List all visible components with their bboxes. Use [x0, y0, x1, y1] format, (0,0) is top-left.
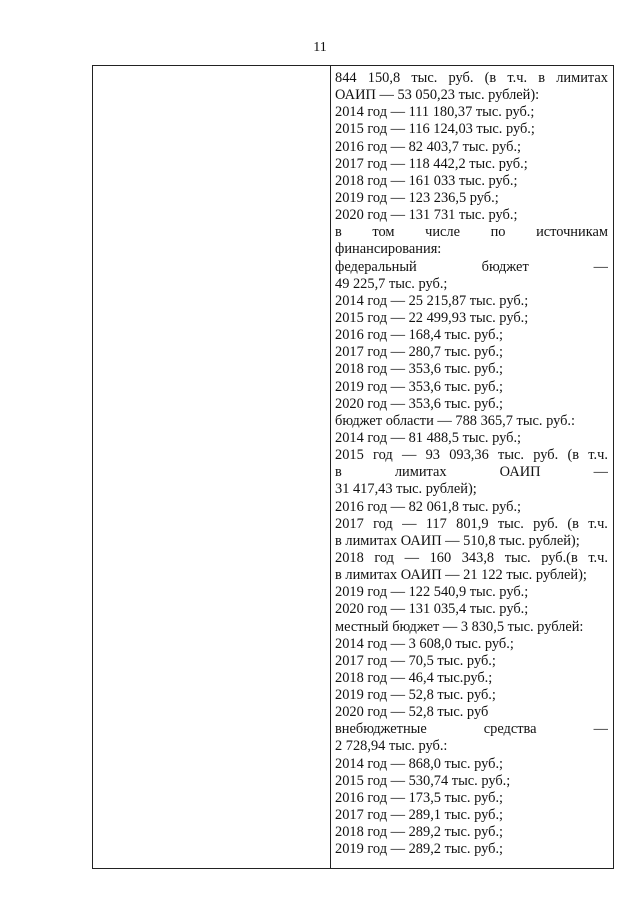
- text-word: 150,8: [367, 70, 401, 86]
- text-line: [335, 464, 608, 481]
- text-line: 2017 год — 118 442,2 тыс. руб.;: [335, 155, 528, 172]
- text-word: тыс.: [504, 549, 531, 566]
- text-word: 2015: [335, 447, 364, 464]
- text-line: [335, 259, 608, 276]
- text-word: федеральный: [335, 258, 417, 275]
- text-line: в лимитах ОАИП — 21 122 тыс. рублей);: [335, 567, 587, 584]
- text-word: тыс.: [411, 70, 438, 86]
- text-word: в: [335, 464, 342, 481]
- text-line: [335, 721, 608, 738]
- text-word: в: [538, 70, 546, 86]
- text-line: [335, 516, 608, 533]
- text-word: т.ч.: [507, 70, 528, 86]
- text-line: 2020 год — 353,6 тыс. руб.;: [335, 395, 504, 412]
- text-line: 31 417,43 тыс. рублей);: [335, 481, 477, 498]
- text-word: год: [373, 447, 393, 464]
- text-word: 093,36: [449, 447, 489, 464]
- text-line: 2015 год — 22 499,93 тыс. руб.;: [335, 309, 529, 326]
- text-line: 2019 год — 123 236,5 руб.;: [335, 189, 499, 206]
- text-word: 93: [425, 447, 440, 464]
- text-word: тыс.: [497, 515, 524, 532]
- text-word: (в: [567, 447, 580, 464]
- text-line: 2016 год — 82 061,8 тыс. руб.;: [335, 498, 522, 515]
- text-line: 2019 год — 353,6 тыс. руб.;: [335, 378, 504, 395]
- text-word: год: [374, 549, 395, 566]
- text-line: 2015 год — 116 124,03 тыс. руб.;: [335, 121, 535, 138]
- text-word: руб.: [533, 515, 559, 532]
- text-word: т.ч.: [588, 515, 608, 532]
- text-line: 2016 год — 168,4 тыс. руб.;: [335, 327, 504, 344]
- text-word: —: [401, 447, 417, 464]
- text-word: тыс.: [498, 447, 524, 464]
- text-word: источникам: [536, 224, 608, 241]
- text-line: [335, 70, 608, 87]
- text-line: 2014 год — 3 608,0 тыс. руб.;: [335, 635, 514, 652]
- table-right-cell: [332, 66, 613, 868]
- text-word: —: [402, 515, 417, 532]
- text-word: т.ч.: [588, 447, 608, 464]
- text-line: 2018 год — 161 033 тыс. руб.;: [335, 172, 518, 189]
- text-line: 2017 год — 70,5 тыс. руб.;: [335, 652, 496, 669]
- text-word: 844: [335, 70, 357, 86]
- text-line: [335, 447, 608, 464]
- text-word: 343,8: [461, 549, 495, 566]
- text-line: 2014 год — 81 488,5 тыс. руб.;: [335, 429, 522, 446]
- text-word: средства: [483, 721, 537, 738]
- text-word: т.ч.: [588, 549, 608, 566]
- text-line: 2017 год — 280,7 тыс. руб.;: [335, 344, 504, 361]
- text-word: —: [593, 258, 608, 275]
- text-line: финансирования:: [335, 241, 442, 258]
- text-word: 117: [425, 515, 447, 532]
- text-line: [335, 550, 608, 567]
- text-line: 2020 год — 131 731 тыс. руб.;: [335, 207, 518, 224]
- table-left-cell: [93, 66, 331, 868]
- text-word: внебюджетные: [335, 721, 427, 738]
- text-line: 2019 год — 52,8 тыс. руб.;: [335, 687, 496, 704]
- text-line: 2020 год — 131 035,4 тыс. руб.;: [335, 601, 529, 618]
- text-word: —: [404, 549, 419, 566]
- text-line: 2014 год — 111 180,37 тыс. руб.;: [335, 104, 535, 121]
- text-word: по: [490, 224, 506, 241]
- document-table: [92, 65, 614, 869]
- text-line: бюджет области — 788 365,7 тыс. руб.:: [335, 412, 576, 429]
- text-line: местный бюджет — 3 830,5 тыс. рублей:: [335, 618, 584, 635]
- text-word: —: [593, 721, 608, 738]
- text-line: 49 225,7 тыс. руб.;: [335, 275, 448, 292]
- text-word: 160: [429, 549, 452, 566]
- text-line: 2020 год — 52,8 тыс. руб: [335, 704, 489, 721]
- text-word: (в: [484, 70, 497, 86]
- text-line: 2018 год — 46,4 тыс.руб.;: [335, 669, 493, 686]
- text-word: бюджет: [481, 258, 529, 275]
- text-line: ОАИП — 53 050,23 тыс. рублей):: [335, 87, 540, 104]
- text-word: лимитах: [556, 70, 608, 86]
- text-word: в: [335, 224, 342, 241]
- text-word: том: [372, 224, 395, 241]
- text-word: ОАИП: [499, 464, 541, 481]
- text-line: 2016 год — 82 403,7 тыс. руб.;: [335, 138, 522, 155]
- text-word: числе: [425, 224, 460, 241]
- text-line: 2015 год — 530,74 тыс. руб.;: [335, 772, 511, 789]
- text-word: руб.: [448, 70, 474, 86]
- text-line: 2019 год — 289,2 тыс. руб.;: [335, 841, 504, 858]
- text-line: 2016 год — 173,5 тыс. руб.;: [335, 789, 504, 806]
- text-word: —: [593, 464, 608, 481]
- text-word: (в: [567, 515, 579, 532]
- page-number: 11: [313, 40, 327, 55]
- text-line: 2 728,94 тыс. руб.:: [335, 738, 448, 755]
- text-line: в лимитах ОАИП — 510,8 тыс. рублей);: [335, 532, 580, 549]
- text-line: 2017 год — 289,1 тыс. руб.;: [335, 807, 504, 824]
- text-line: 2019 год — 122 540,9 тыс. руб.;: [335, 584, 529, 601]
- text-line: 2014 год — 868,0 тыс. руб.;: [335, 755, 504, 772]
- text-word: лимитах: [394, 464, 447, 481]
- text-word: 801,9: [456, 515, 489, 532]
- text-line: 2018 год — 353,6 тыс. руб.;: [335, 361, 504, 378]
- text-word: 2017: [335, 515, 364, 532]
- text-line: [335, 224, 608, 241]
- text-line: 2014 год — 25 215,87 тыс. руб.;: [335, 292, 529, 309]
- text-word: год: [373, 515, 393, 532]
- text-word: руб.: [533, 447, 559, 464]
- text-line: 2018 год — 289,2 тыс. руб.;: [335, 824, 504, 841]
- text-word: руб.(в: [541, 549, 578, 566]
- text-word: 2018: [335, 549, 364, 566]
